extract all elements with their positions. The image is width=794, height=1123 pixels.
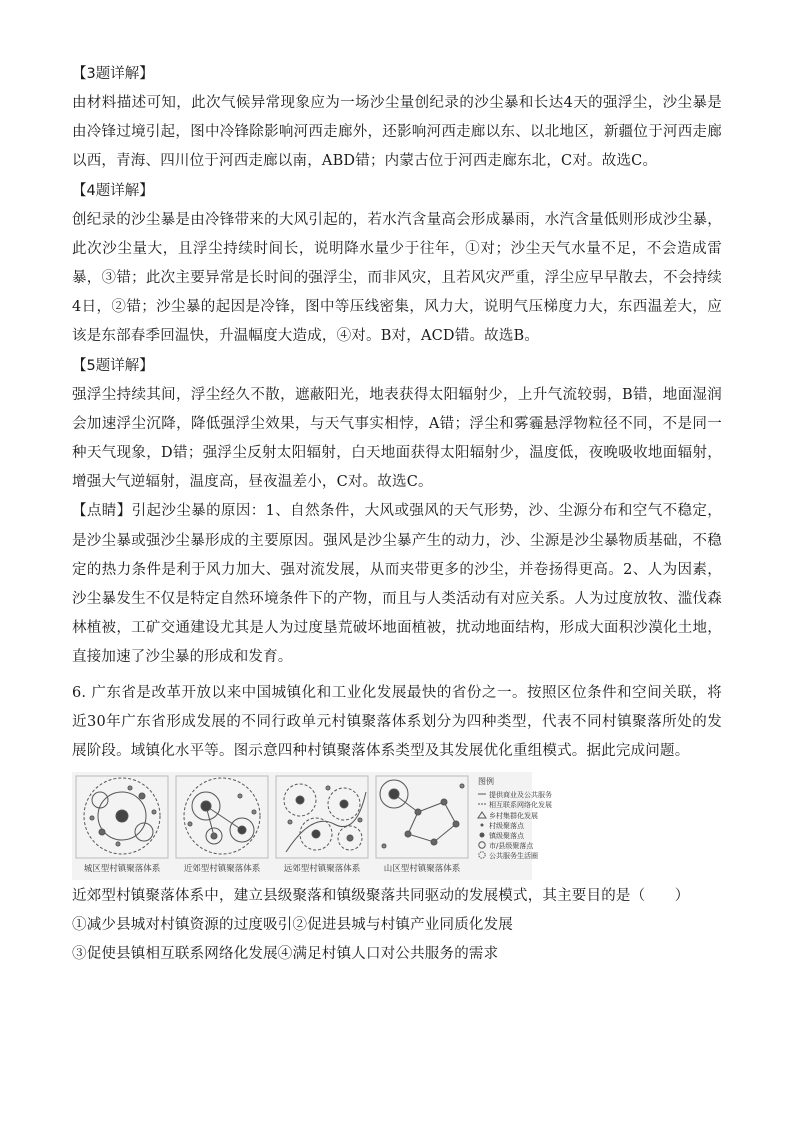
q5-explanation: 强浮尘持续其间，浮尘经久不散，遮蔽阳光，地表获得太阳辐射少，上升气流较弱，B错，地面湿润会加速浮尘沉降，降低强浮尘效果，与天气事实相悖，A错；浮尘和雾霾悬浮物粒径不同，不是同一种天气现象，D错；强浮尘反射太阳辐射，白天地面获得太阳辐射少，温度低，夜晚吸收地面辐射，增强大气逆辐射，温度高，昼夜温差小，C对。故选C。 <box>72 386 722 491</box>
panel-caption-urban: 城区型村镇聚落体系 <box>83 864 161 875</box>
tip-text: 引起沙尘暴的原因：1、自然条件，大风或强风的天气形势，沙、尘源分布和空气不稳定，是沙尘暴或强沙尘暴形成的主要原因。强风是沙尘暴产生的动力，沙、尘源是沙尘暴物质基础，不稳定的热力条件是利于风力加大、强对流发展，从而夹带更多的沙尘，并卷扬得更高。2、人为因素，沙尘暴发生不仅是特定自然环境条件下的产物，而且与人类活动有对应关系。人为过度放牧、滥伐森林植被，工矿交通建设尤其是人为过度垦荒破坏地面植被，扰动地面结构，形成大面积沙漠化土地，直接加速了沙尘暴的形成和发育。 <box>72 503 722 666</box>
q6-option-line-1: ①减少县城对村镇资源的过度吸引②促进县城与村镇产业同质化发展 <box>72 917 513 934</box>
legend-item-network: 相互联系网络化发展 <box>489 801 552 810</box>
q4-explanation: 创纪录的沙尘暴是由冷锋带来的大风引起的，若水汽含量高会形成暴雨，水汽含量低则形成沙尘暴，此次沙尘量大，且浮尘持续时间长，说明降水量少于往年，①对；沙尘天气水量不足，不会造成雷暴，③错；此次主要异常是长时间的强浮尘，而非风灾，且若风灾严重，浮尘应早早散去，不会持续4日，②错；沙尘暴的起因是冷锋，图中等压线密集，风力大，说明气压梯度力大，东西温差大，应该是东部春季回温快，升温幅度大造成，④对。B对，ACD错。故选B。 <box>72 211 722 345</box>
legend-item-service: 提供商业及公共服务 <box>489 791 552 800</box>
tip-paragraph <box>72 497 722 672</box>
legend-item-city: 市/县级聚落点 <box>489 842 534 851</box>
panel-caption-near: 近郊型村镇聚落体系 <box>183 864 261 875</box>
q3-heading: 【3题详解】 <box>72 66 154 82</box>
legend-title: 图例 <box>478 777 494 787</box>
legend-item-life-circle: 公共服务生活圈 <box>489 852 538 861</box>
panel-caption-far: 远郊型村镇聚落体系 <box>283 864 361 875</box>
q3-explanation: 由材料描述可知，此次气候异常现象应为一场沙尘量创纪录的沙尘暴和长达4天的强浮尘，沙尘暴是由冷锋过境引起，图中冷锋除影响河西走廊外，还影响河西走廊以东、以北地区，新疆位于河西走廊以西，青海、四川位于河西走廊以南，ABD错；内蒙古位于河西走廊东北，C对。故选C。 <box>72 95 722 170</box>
q4-heading: 【4题详解】 <box>72 182 154 199</box>
legend-item-village: 村级聚落点 <box>489 822 524 831</box>
tip-label: 【点睛】 <box>72 503 132 520</box>
q6-question: 近郊型村镇聚落体系中，建立县级聚落和镇级聚落共同驱动的发展模式，其主要目的是（ ） <box>72 888 690 905</box>
q6-option-line-2: ③促使县镇相互联系网络化发展④满足村镇人口对公共服务的需求 <box>72 946 499 963</box>
q6-stem: 6. 广东省是改革开放以来中国城镇化和工业化发展最快的省份之一。按照区位条件和空间关联，将近30年广东省形成发展的不同行政单元村镇聚落体系划分为四种类型，代表不同村镇聚落所处的发展阶段。域镇化水平等。图示意四种村镇聚落体系类型及其发展优化重组模式。据此完成问题。 <box>72 684 722 760</box>
q6-options <box>72 911 722 969</box>
figure-svg <box>72 772 552 880</box>
document-page <box>72 60 722 969</box>
settlement-system-figure <box>72 772 552 880</box>
legend-item-town: 镇级聚落点 <box>489 832 524 841</box>
legend-item-cluster: 乡村集群化发展 <box>489 812 538 821</box>
q5-heading: 【5题详解】 <box>72 357 154 374</box>
panel-caption-mountain: 山区型村镇聚落体系 <box>383 864 461 875</box>
